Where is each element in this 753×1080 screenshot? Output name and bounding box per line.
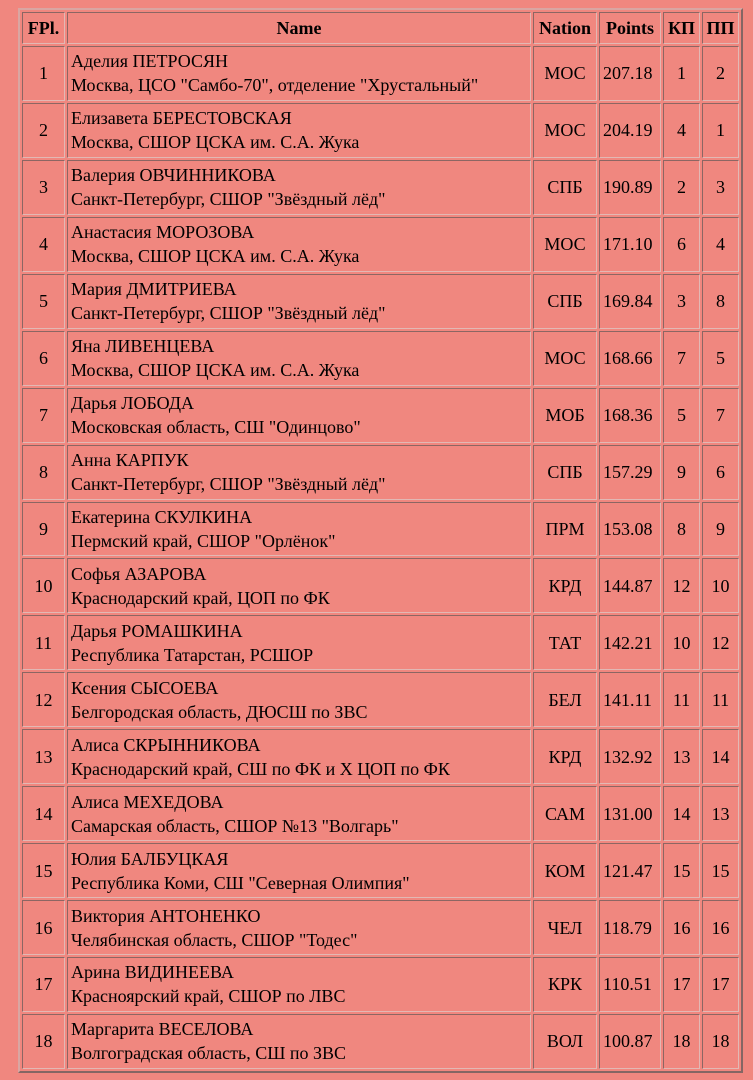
athlete-name: Виктория АНТОНЕНКО: [71, 905, 261, 926]
athlete-cell: [67, 672, 531, 727]
place-cell: 8: [22, 445, 65, 500]
header-name: Name: [67, 12, 531, 44]
pp-cell: 3: [702, 160, 739, 215]
header-place: FPl.: [22, 12, 65, 44]
athlete-cell: [67, 843, 531, 898]
nation-cell: ТАТ: [533, 615, 597, 670]
kp-cell: 9: [663, 445, 700, 500]
pp-cell: 16: [702, 900, 739, 955]
place-cell: 17: [22, 957, 65, 1012]
kp-cell: 14: [663, 786, 700, 841]
table-header: [22, 12, 739, 44]
athlete-cell: [67, 900, 531, 955]
pp-cell: 2: [702, 46, 739, 101]
pp-cell: 10: [702, 558, 739, 613]
nation-cell: ПРМ: [533, 502, 597, 557]
nation-cell: САМ: [533, 786, 597, 841]
athlete-cell: [67, 786, 531, 841]
table-row: [22, 502, 739, 557]
nation-cell: КРД: [533, 558, 597, 613]
athlete-club: Краснодарский край, ЦОП по ФК: [71, 587, 330, 608]
place-cell: 7: [22, 388, 65, 443]
points-cell: 157.29: [599, 445, 661, 500]
athlete-cell: [67, 558, 531, 613]
table-row: [22, 558, 739, 613]
nation-cell: МОС: [533, 217, 597, 272]
place-cell: 1: [22, 46, 65, 101]
kp-cell: 10: [663, 615, 700, 670]
pp-cell: 12: [702, 615, 739, 670]
table-row: [22, 103, 739, 158]
nation-cell: КРД: [533, 729, 597, 784]
nation-cell: ЧЕЛ: [533, 900, 597, 955]
kp-cell: 13: [663, 729, 700, 784]
header-pp: ПП: [702, 12, 739, 44]
athlete-name: Арина ВИДИНЕЕВА: [71, 962, 234, 983]
athlete-cell: [67, 445, 531, 500]
place-cell: 12: [22, 672, 65, 727]
pp-cell: 7: [702, 388, 739, 443]
athlete-cell: [67, 615, 531, 670]
place-cell: 10: [22, 558, 65, 613]
athlete-name: Аделия ПЕТРОСЯН: [71, 51, 228, 72]
table-row: [22, 672, 739, 727]
kp-cell: 1: [663, 46, 700, 101]
kp-cell: 4: [663, 103, 700, 158]
points-cell: 207.18: [599, 46, 661, 101]
place-cell: 5: [22, 274, 65, 329]
points-cell: 168.66: [599, 331, 661, 386]
kp-cell: 8: [663, 502, 700, 557]
athlete-club: Москва, ЦСО "Самбо-70", отделение "Хрустальный": [71, 75, 479, 96]
nation-cell: ВОЛ: [533, 1014, 597, 1069]
nation-cell: МОС: [533, 103, 597, 158]
place-cell: 15: [22, 843, 65, 898]
nation-cell: СПБ: [533, 274, 597, 329]
nation-cell: КОМ: [533, 843, 597, 898]
table-row: [22, 957, 739, 1012]
athlete-cell: [67, 1014, 531, 1069]
table-row: [22, 900, 739, 955]
table-row: [22, 331, 739, 386]
pp-cell: 18: [702, 1014, 739, 1069]
athlete-club: Челябинская область, СШОР "Тодес": [71, 929, 358, 950]
athlete-name: Софья АЗАРОВА: [71, 563, 207, 584]
athlete-club: Красноярский край, СШОР по ЛВС: [71, 986, 346, 1007]
table-row: [22, 729, 739, 784]
kp-cell: 2: [663, 160, 700, 215]
athlete-club: Волгоградская область, СШ по ЗВС: [71, 1043, 347, 1064]
points-cell: 131.00: [599, 786, 661, 841]
table-row: [22, 274, 739, 329]
athlete-name: Екатерина СКУЛКИНА: [71, 506, 253, 527]
table-body: [22, 46, 739, 1069]
nation-cell: СПБ: [533, 160, 597, 215]
nation-cell: МОС: [533, 46, 597, 101]
nation-cell: СПБ: [533, 445, 597, 500]
place-cell: 9: [22, 502, 65, 557]
points-cell: 168.36: [599, 388, 661, 443]
header-kp: КП: [663, 12, 700, 44]
athlete-cell: [67, 388, 531, 443]
table-row: [22, 46, 739, 101]
athlete-club: Краснодарский край, СШ по ФК и Х ЦОП по ФК: [71, 758, 450, 779]
athlete-cell: [67, 502, 531, 557]
header-nation: Nation: [533, 12, 597, 44]
athlete-club: Санкт-Петербург, СШОР "Звёздный лёд": [71, 303, 386, 324]
place-cell: 18: [22, 1014, 65, 1069]
table-row: [22, 615, 739, 670]
kp-cell: 5: [663, 388, 700, 443]
athlete-name: Ксения СЫСОЕВА: [71, 677, 219, 698]
table-row: [22, 843, 739, 898]
kp-cell: 18: [663, 1014, 700, 1069]
pp-cell: 17: [702, 957, 739, 1012]
kp-cell: 17: [663, 957, 700, 1012]
place-cell: 11: [22, 615, 65, 670]
athlete-club: Самарская область, СШОР №13 "Волгарь": [71, 815, 399, 836]
athlete-club: Пермский край, СШОР "Орлёнок": [71, 530, 336, 551]
athlete-club: Республика Коми, СШ "Северная Олимпия": [71, 872, 410, 893]
athlete-name: Анастасия МОРОЗОВА: [71, 222, 255, 243]
athlete-cell: [67, 274, 531, 329]
nation-cell: БЕЛ: [533, 672, 597, 727]
pp-cell: 13: [702, 786, 739, 841]
athlete-name: Валерия ОВЧИННИКОВА: [71, 165, 276, 186]
header-row: [22, 12, 739, 44]
points-cell: 204.19: [599, 103, 661, 158]
pp-cell: 4: [702, 217, 739, 272]
nation-cell: МОС: [533, 331, 597, 386]
athlete-name: Маргарита ВЕСЕЛОВА: [71, 1019, 254, 1040]
athlete-name: Юлия БАЛБУЦКАЯ: [71, 848, 229, 869]
results-table: [18, 8, 743, 1073]
athlete-cell: [67, 217, 531, 272]
athlete-cell: [67, 160, 531, 215]
pp-cell: 14: [702, 729, 739, 784]
athlete-club: Республика Татарстан, РСШОР: [71, 644, 314, 665]
table-row: [22, 217, 739, 272]
points-cell: 144.87: [599, 558, 661, 613]
nation-cell: МОБ: [533, 388, 597, 443]
pp-cell: 9: [702, 502, 739, 557]
pp-cell: 15: [702, 843, 739, 898]
athlete-name: Яна ЛИВЕНЦЕВА: [71, 336, 215, 357]
kp-cell: 12: [663, 558, 700, 613]
place-cell: 13: [22, 729, 65, 784]
kp-cell: 3: [663, 274, 700, 329]
table-row: [22, 1014, 739, 1069]
place-cell: 2: [22, 103, 65, 158]
points-cell: 142.21: [599, 615, 661, 670]
athlete-club: Белгородская область, ДЮСШ по ЗВС: [71, 701, 368, 722]
kp-cell: 15: [663, 843, 700, 898]
pp-cell: 8: [702, 274, 739, 329]
pp-cell: 11: [702, 672, 739, 727]
table-row: [22, 388, 739, 443]
athlete-name: Дарья ЛОБОДА: [71, 393, 195, 414]
kp-cell: 6: [663, 217, 700, 272]
athlete-club: Санкт-Петербург, СШОР "Звёздный лёд": [71, 189, 386, 210]
results-table-container: [18, 8, 733, 1073]
athlete-club: Московская область, СШ "Одинцово": [71, 417, 361, 438]
points-cell: 118.79: [599, 900, 661, 955]
athlete-club: Москва, СШОР ЦСКА им. С.А. Жука: [71, 132, 360, 153]
athlete-name: Алиса СКРЫННИКОВА: [71, 734, 261, 755]
athlete-name: Анна КАРПУК: [71, 450, 189, 471]
pp-cell: 1: [702, 103, 739, 158]
kp-cell: 16: [663, 900, 700, 955]
kp-cell: 7: [663, 331, 700, 386]
points-cell: 110.51: [599, 957, 661, 1012]
pp-cell: 5: [702, 331, 739, 386]
athlete-name: Алиса МЕХЕДОВА: [71, 791, 224, 812]
athlete-cell: [67, 103, 531, 158]
place-cell: 4: [22, 217, 65, 272]
nation-cell: КРК: [533, 957, 597, 1012]
kp-cell: 11: [663, 672, 700, 727]
place-cell: 3: [22, 160, 65, 215]
points-cell: 190.89: [599, 160, 661, 215]
points-cell: 121.47: [599, 843, 661, 898]
athlete-name: Елизавета БЕРЕСТОВСКАЯ: [71, 108, 292, 129]
place-cell: 14: [22, 786, 65, 841]
points-cell: 153.08: [599, 502, 661, 557]
athlete-cell: [67, 46, 531, 101]
pp-cell: 6: [702, 445, 739, 500]
points-cell: 100.87: [599, 1014, 661, 1069]
athlete-name: Мария ДМИТРИЕВА: [71, 279, 237, 300]
athlete-club: Москва, СШОР ЦСКА им. С.А. Жука: [71, 246, 360, 267]
athlete-club: Санкт-Петербург, СШОР "Звёздный лёд": [71, 474, 386, 495]
header-points: Points: [599, 12, 661, 44]
points-cell: 169.84: [599, 274, 661, 329]
points-cell: 141.11: [599, 672, 661, 727]
athlete-cell: [67, 331, 531, 386]
table-row: [22, 160, 739, 215]
athlete-name: Дарья РОМАШКИНА: [71, 620, 243, 641]
points-cell: 132.92: [599, 729, 661, 784]
athlete-cell: [67, 729, 531, 784]
table-row: [22, 445, 739, 500]
place-cell: 6: [22, 331, 65, 386]
table-row: [22, 786, 739, 841]
points-cell: 171.10: [599, 217, 661, 272]
place-cell: 16: [22, 900, 65, 955]
athlete-cell: [67, 957, 531, 1012]
athlete-club: Москва, СШОР ЦСКА им. С.А. Жука: [71, 360, 360, 381]
